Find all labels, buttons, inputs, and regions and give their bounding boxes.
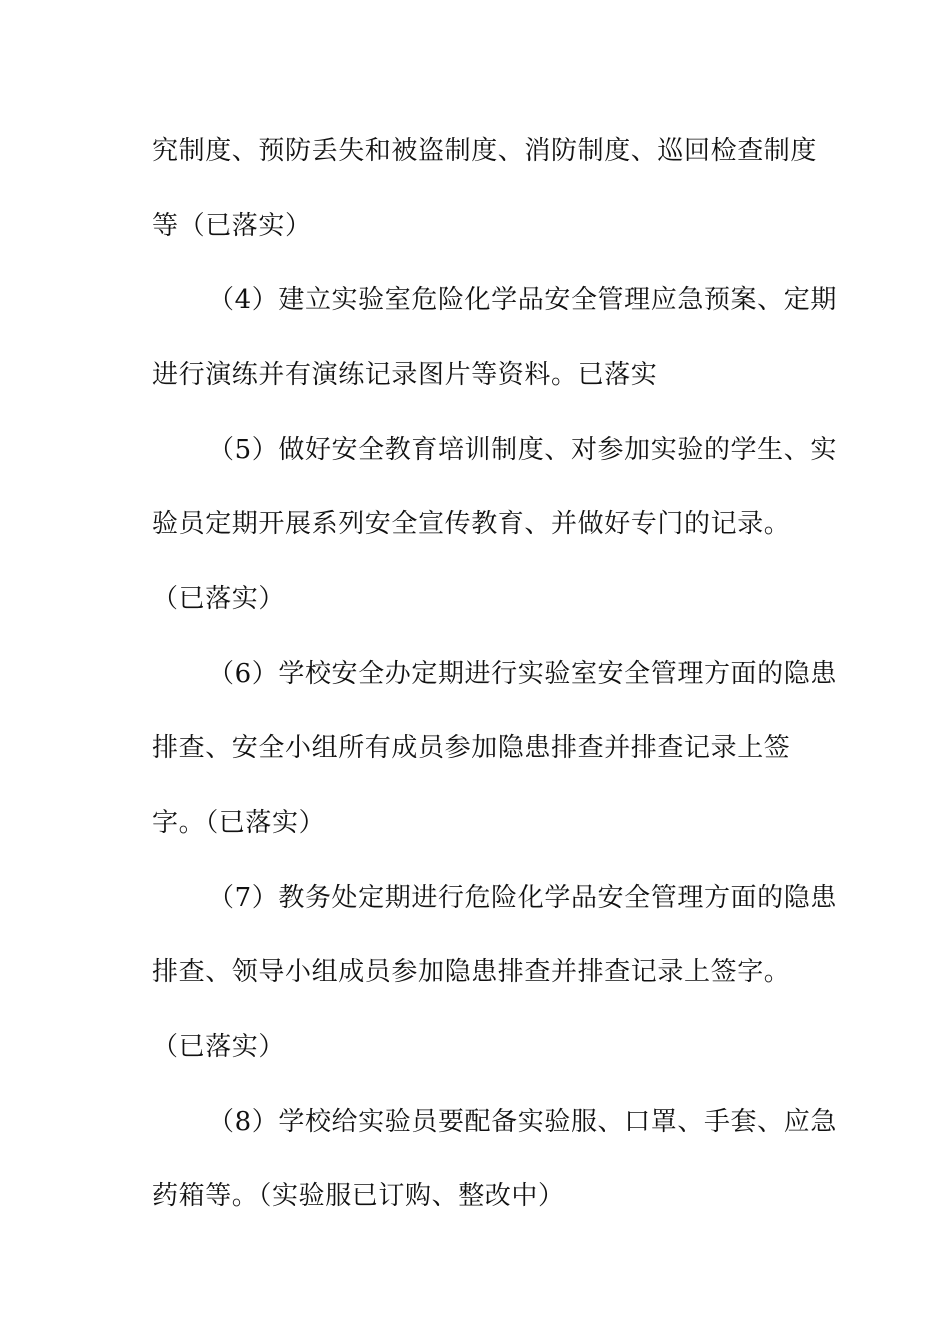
text-line: 等（已落实）: [152, 211, 312, 241]
text-line: 排查、安全小组所有成员参加隐患排查并排查记录上签: [152, 733, 791, 763]
text-line: 验员定期开展系列安全宣传教育、并做好专门的记录。: [152, 509, 791, 539]
text-line: 究制度、预防丢失和被盗制度、消防制度、巡回检查制度: [152, 136, 818, 166]
paragraph-5-start: （5）做好安全教育培训制度、对参加实验的学生、实: [208, 435, 837, 465]
text-line: 排查、领导小组成员参加隐患排查并排查记录上签字。: [152, 957, 791, 987]
text-line: （已落实）: [152, 584, 286, 614]
paragraph-4-start: （4）建立实验室危险化学品安全管理应急预案、定期: [208, 285, 837, 315]
paragraph-7-start: （7）教务处定期进行危险化学品安全管理方面的隐患: [208, 883, 837, 913]
text-line: 字。（已落实）: [152, 808, 326, 838]
paragraph-6-start: （6）学校安全办定期进行实验室安全管理方面的隐患: [208, 659, 837, 689]
paragraph-8-start: （8）学校给实验员要配备实验服、口罩、手套、应急: [208, 1107, 837, 1137]
text-line: （已落实）: [152, 1032, 286, 1062]
text-line: 药箱等。（实验服已订购、整改中）: [152, 1181, 565, 1211]
text-line: 进行演练并有演练记录图片等资料。已落实: [152, 360, 658, 390]
